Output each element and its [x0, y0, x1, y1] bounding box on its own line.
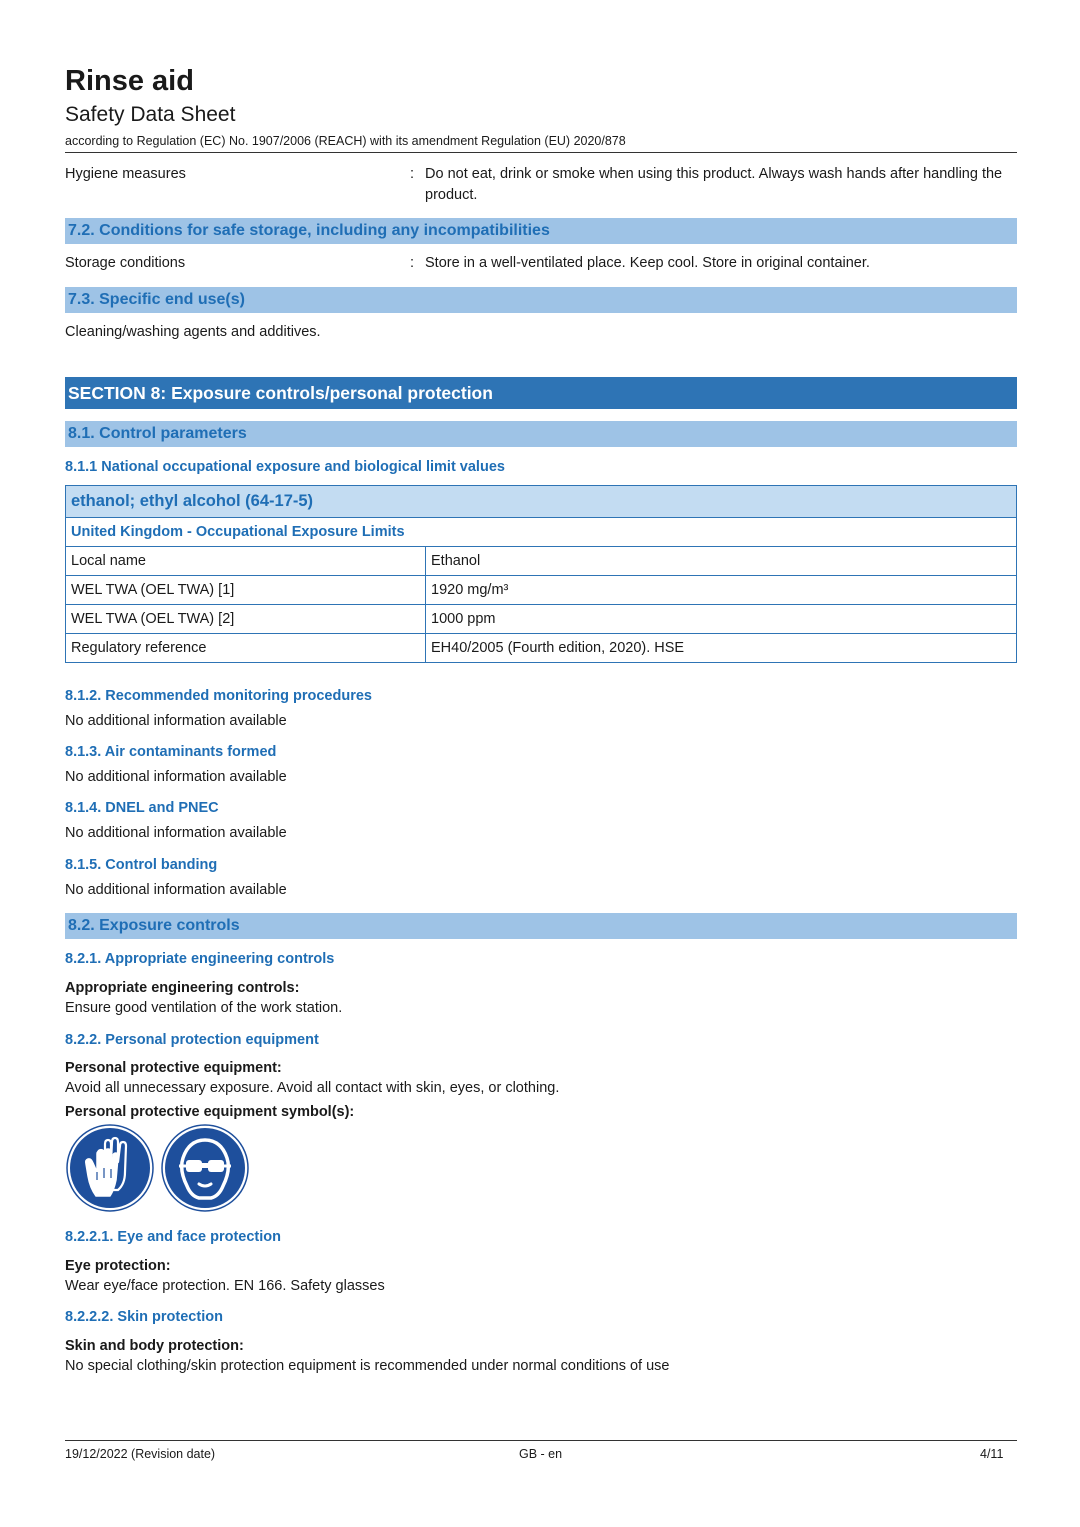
section-8-2-bar	[65, 913, 1017, 939]
storage-colon: :	[410, 255, 415, 271]
control-banding-text: No additional information available	[65, 882, 287, 898]
table-substance-row	[66, 486, 1017, 518]
page-number: 4/11	[980, 1447, 1004, 1461]
section-8-2-heading: 8.2. Exposure controls	[68, 917, 240, 934]
revision-date: 19/12/2022 (Revision date)	[65, 1447, 216, 1461]
table-row	[66, 605, 1017, 634]
engineering-controls-label: Appropriate engineering controls:	[65, 980, 300, 996]
eye-protection-text: Wear eye/face protection. EN 166. Safety glasses	[65, 1278, 385, 1294]
engineering-controls-text: Ensure good ventilation of the work station.	[65, 1000, 343, 1016]
section-7-2-bar	[65, 218, 1017, 244]
header-divider	[65, 152, 1017, 153]
subsection-8-1-2: 8.1.2. Recommended monitoring procedures	[65, 688, 372, 704]
locale-code: GB - en	[519, 1447, 563, 1461]
hygiene-label: Hygiene measures	[65, 166, 186, 182]
section-8-1-bar	[65, 421, 1017, 447]
gloves-icon	[66, 1124, 154, 1212]
hygiene-value: Do not eat, drink or smoke when using this product. Always wash hands after handling the product.	[425, 166, 1003, 203]
end-use-text: Cleaning/washing agents and additives.	[65, 324, 321, 340]
subsection-8-2-1: 8.2.1. Appropriate engineering controls	[65, 951, 335, 967]
subsection-8-1-5: 8.1.5. Control banding	[65, 857, 218, 873]
row-name: Local name	[66, 547, 426, 576]
table-row	[66, 576, 1017, 605]
footer-divider	[65, 1440, 1017, 1441]
document-type: Safety Data Sheet	[65, 103, 236, 126]
subsection-8-1-1: 8.1.1 National occupational exposure and biological limit values	[65, 459, 505, 475]
ppe-symbols-label: Personal protective equipment symbol(s):	[65, 1104, 355, 1120]
substance-name: ethanol; ethyl alcohol (64-17-5)	[66, 486, 1017, 518]
skin-protection-label: Skin and body protection:	[65, 1338, 244, 1354]
row-value: 1000 ppm	[426, 605, 1017, 634]
jurisdiction-name: United Kingdom - Occupational Exposure Limits	[66, 518, 1017, 547]
goggles-icon	[161, 1124, 249, 1212]
table-row	[66, 547, 1017, 576]
storage-label: Storage conditions	[65, 255, 186, 271]
row-name: Regulatory reference	[66, 634, 426, 663]
table-row	[66, 634, 1017, 663]
row-name: WEL TWA (OEL TWA) [1]	[66, 576, 426, 605]
row-value: EH40/2005 (Fourth edition, 2020). HSE	[426, 634, 1017, 663]
subsection-8-1-3: 8.1.3. Air contaminants formed	[65, 744, 277, 760]
ppe-text: Avoid all unnecessary exposure. Avoid all contact with skin, eyes, or clothing.	[65, 1080, 560, 1096]
subsection-8-2-2-1: 8.2.2.1. Eye and face protection	[65, 1229, 281, 1245]
monitoring-text: No additional information available	[65, 713, 287, 729]
subsection-8-2-2: 8.2.2. Personal protection equipment	[65, 1032, 319, 1048]
section-8-bar	[65, 377, 1017, 409]
hygiene-colon: :	[410, 166, 415, 182]
row-value: Ethanol	[426, 547, 1017, 576]
product-name: Rinse aid	[65, 65, 194, 97]
eye-protection-label: Eye protection:	[65, 1258, 171, 1274]
table-jurisdiction-row	[66, 518, 1017, 547]
storage-value: Store in a well-ventilated place. Keep cool. Store in original container.	[425, 255, 870, 271]
dnel-pnec-text: No additional information available	[65, 825, 287, 841]
section-7-2-heading: 7.2. Conditions for safe storage, including any incompatibilities	[68, 222, 550, 239]
regulation-note: according to Regulation (EC) No. 1907/2006 (REACH) with its amendment Regulation (EU) 2020/878	[65, 134, 626, 148]
section-8-heading: SECTION 8: Exposure controls/personal protection	[68, 383, 493, 403]
subsection-8-1-4: 8.1.4. DNEL and PNEC	[65, 800, 219, 816]
ppe-label: Personal protective equipment:	[65, 1060, 282, 1076]
section-7-3-heading: 7.3. Specific end use(s)	[68, 291, 245, 308]
row-name: WEL TWA (OEL TWA) [2]	[66, 605, 426, 634]
section-8-1-heading: 8.1. Control parameters	[68, 425, 247, 442]
contaminants-text: No additional information available	[65, 769, 287, 785]
exposure-limits-table	[65, 485, 1017, 663]
skin-protection-text: No special clothing/skin protection equipment is recommended under normal conditions of use	[65, 1358, 670, 1374]
section-7-3-bar	[65, 287, 1017, 313]
row-value: 1920 mg/m³	[426, 576, 1017, 605]
subsection-8-2-2-2: 8.2.2.2. Skin protection	[65, 1309, 223, 1325]
